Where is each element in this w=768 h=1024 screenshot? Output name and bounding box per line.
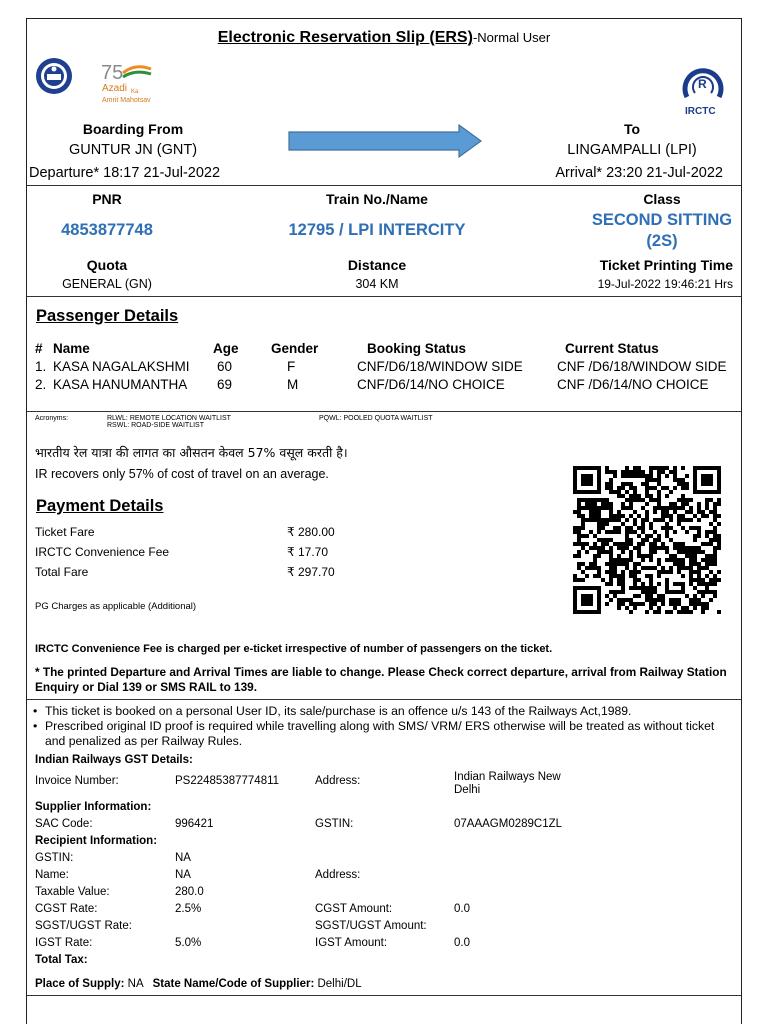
table-row xyxy=(35,377,727,395)
recipient-name-label: Name: xyxy=(35,869,69,881)
table-row xyxy=(35,903,569,920)
terms-list xyxy=(31,704,731,749)
passenger-index: 2. xyxy=(35,377,47,392)
table-row xyxy=(35,835,569,852)
address-value: Indian Railways New Delhi xyxy=(454,771,561,796)
pnr-label: PNR xyxy=(92,191,122,207)
boarding-station: GUNTUR JN (GNT) xyxy=(68,142,198,158)
pnr-number: 4853877748 xyxy=(61,221,153,239)
taxable-value-label: Taxable Value: xyxy=(35,886,110,898)
divider xyxy=(27,995,741,996)
cgst-amount: 0.0 xyxy=(454,903,470,915)
payment-details-heading: Payment Details xyxy=(36,497,164,515)
invoice-label: Invoice Number: xyxy=(35,775,119,787)
table-row xyxy=(35,545,335,565)
igst-rate-label: IGST Rate: xyxy=(35,937,93,949)
igst-rate: 5.0% xyxy=(175,937,202,949)
col-name: Name xyxy=(53,341,90,356)
address-label: Address: xyxy=(315,775,361,787)
cgst-amount-label: CGST Amount: xyxy=(315,903,393,915)
table-row xyxy=(35,886,569,903)
convenience-fee-label: IRCTC Convenience Fee xyxy=(35,545,170,559)
svg-text:R: R xyxy=(698,77,707,91)
recipient-gstin: NA xyxy=(175,852,191,864)
gstin-label: GSTIN: xyxy=(315,818,354,830)
ticket-fare-value: ₹ 280.00 xyxy=(287,525,335,539)
acronym-rlwl: RLWL: REMOTE LOCATION WAITLIST xyxy=(107,415,231,422)
col-gender: Gender xyxy=(271,341,319,356)
acronym-pqwl: PQWL: POOLED QUOTA WAITLIST xyxy=(319,415,433,422)
gst-table xyxy=(35,771,569,971)
place-of-supply-value: NA xyxy=(127,978,144,990)
recovery-english: IR recovers only 57% of cost of travel on an average. xyxy=(35,467,329,481)
table-row xyxy=(35,525,335,545)
recipient-name: NA xyxy=(175,869,191,881)
place-of-supply xyxy=(35,978,362,990)
slip-title-main: Electronic Reservation Slip (ERS) xyxy=(217,29,473,46)
igst-amount: 0.0 xyxy=(454,937,470,949)
gst-heading: Indian Railways GST Details: xyxy=(35,754,193,766)
list-item: • This ticket is booked on a personal User ID, its sale/purchase is an offence u/s 143 of the Railways Act,1989. xyxy=(31,704,731,719)
passenger-current-status: CNF /D6/18/WINDOW SIDE xyxy=(557,359,727,374)
train-label: Train No./Name xyxy=(326,191,428,207)
recipient-address-label: Address: xyxy=(315,869,361,881)
quota-label: Quota xyxy=(86,257,128,273)
train-name: 12795 / LPI INTERCITY xyxy=(288,221,466,239)
state-of-supplier-value: Delhi/DL xyxy=(317,978,362,990)
acronym-rswl: RSWL: ROAD-SIDE WAITLIST xyxy=(107,422,204,429)
to-label: To xyxy=(623,121,641,137)
quota-value: GENERAL (GN) xyxy=(62,277,152,291)
passenger-gender: M xyxy=(287,377,299,392)
ticket-frame xyxy=(26,18,742,1024)
passenger-age: 60 xyxy=(217,359,233,374)
supplier-gstin: 07AAAGM0289C1ZL xyxy=(454,818,563,830)
total-tax-label: Total Tax: xyxy=(35,954,88,966)
irctc-logo-text: IRCTC xyxy=(685,106,716,117)
igst-amount-label: IGST Amount: xyxy=(315,937,388,949)
indian-railways-emblem-icon xyxy=(35,57,73,95)
departure-time: Departure* 18:17 21-Jul-2022 xyxy=(29,165,221,181)
recipient-info-label: Recipient Information: xyxy=(35,835,158,847)
table-row xyxy=(35,359,727,377)
table-row xyxy=(35,937,569,954)
qr-code xyxy=(572,465,722,617)
state-of-supplier-label: State Name/Code of Supplier: xyxy=(152,978,315,990)
total-fare-value: ₹ 297.70 xyxy=(287,565,335,579)
cgst-rate: 2.5% xyxy=(175,903,202,915)
azadi-logo-word: Azadi xyxy=(102,83,128,94)
print-time-label: Ticket Printing Time xyxy=(599,257,733,273)
destination-station: LINGAMPALLI (LPI) xyxy=(567,142,697,158)
passenger-age: 69 xyxy=(217,377,233,392)
azadi-logo-ka: Ka xyxy=(131,89,139,95)
passenger-table xyxy=(35,341,727,395)
table-row xyxy=(35,954,569,971)
sac-code: 996421 xyxy=(175,818,214,830)
arrival-time: Arrival* 23:20 21-Jul-2022 xyxy=(555,165,723,181)
sgst-rate-label: SGST/UGST Rate: xyxy=(35,920,132,932)
sac-label: SAC Code: xyxy=(35,818,93,830)
recovery-hindi: भारतीय रेल यात्रा की लागत का औसतन केवल 57% वसूल करती है। xyxy=(35,445,348,460)
print-time-value: 19-Jul-2022 19:46:21 Hrs xyxy=(597,277,733,291)
azadi-ka-amrit-mahotsav-logo xyxy=(99,59,179,107)
boarding-from-label: Boarding From xyxy=(82,121,184,137)
table-row xyxy=(35,920,569,937)
divider xyxy=(27,411,741,412)
azadi-logo-number: 75 xyxy=(101,62,124,84)
acronyms-label: Acronyms: xyxy=(35,415,69,422)
pg-charges-note: PG Charges as applicable (Additional) xyxy=(35,601,197,612)
table-row xyxy=(35,801,569,818)
table-row xyxy=(35,869,569,886)
passenger-name: KASA NAGALAKSHMI xyxy=(53,359,190,374)
class-value-line1: SECOND SITTING xyxy=(591,211,733,229)
divider xyxy=(27,296,741,297)
irctc-logo xyxy=(673,59,733,117)
direction-arrow-icon xyxy=(287,123,483,159)
invoice-number: PS22485387774811 xyxy=(175,775,280,787)
table-row xyxy=(35,771,569,801)
passenger-gender: F xyxy=(287,359,296,374)
payment-table xyxy=(35,525,335,585)
distance-value: 304 KM xyxy=(355,277,399,291)
passenger-booking-status: CNF/D6/14/NO CHOICE xyxy=(357,377,505,392)
col-current-status: Current Status xyxy=(565,341,659,356)
taxable-value: 280.0 xyxy=(175,886,204,898)
table-row xyxy=(35,818,569,835)
timing-note: * The printed Departure and Arrival Times are liable to change. Please Check correct departure, arrival from Railway Station Enquiry or Dial 139 or SMS RAIL to 139. xyxy=(35,665,727,694)
table-row xyxy=(35,852,569,869)
slip-title-sub: -Normal User xyxy=(472,30,551,45)
recipient-gstin-label: GSTIN: xyxy=(35,852,74,864)
col-index: # xyxy=(35,341,43,356)
sgst-amount-label: SGST/UGST Amount: xyxy=(315,920,427,932)
table-row xyxy=(35,565,335,585)
list-item: • Prescribed original ID proof is required while travelling along with SMS/ VRM/ ERS otherwise will be treated as without ticket and penalized as per Railway Rules. xyxy=(31,719,731,749)
total-fare-label: Total Fare xyxy=(35,565,89,579)
class-value-line2: (2S) xyxy=(646,232,678,250)
col-age: Age xyxy=(213,341,239,356)
passenger-current-status: CNF /D6/14/NO CHOICE xyxy=(557,377,709,392)
supplier-info-label: Supplier Information: xyxy=(35,801,152,813)
passenger-index: 1. xyxy=(35,359,47,374)
class-label: Class xyxy=(643,191,681,207)
divider xyxy=(27,185,741,186)
distance-label: Distance xyxy=(347,257,407,273)
passenger-name: KASA HANUMANTHA xyxy=(53,377,188,392)
cgst-rate-label: CGST Rate: xyxy=(35,903,98,915)
ticket-fare-label: Ticket Fare xyxy=(35,525,95,539)
passenger-details-heading: Passenger Details xyxy=(36,307,179,325)
convenience-fee-value: ₹ 17.70 xyxy=(287,545,328,559)
convenience-fee-note: IRCTC Convenience Fee is charged per e-ticket irrespective of number of passengers on the ticket. xyxy=(35,643,553,655)
passenger-table-header xyxy=(35,341,727,359)
col-booking-status: Booking Status xyxy=(367,341,467,356)
slip-title xyxy=(27,29,741,47)
azadi-logo-amrit: Amrit Mahotsav xyxy=(102,97,151,104)
divider xyxy=(27,699,741,700)
passenger-booking-status: CNF/D6/18/WINDOW SIDE xyxy=(357,359,523,374)
place-of-supply-label: Place of Supply: xyxy=(35,978,125,990)
